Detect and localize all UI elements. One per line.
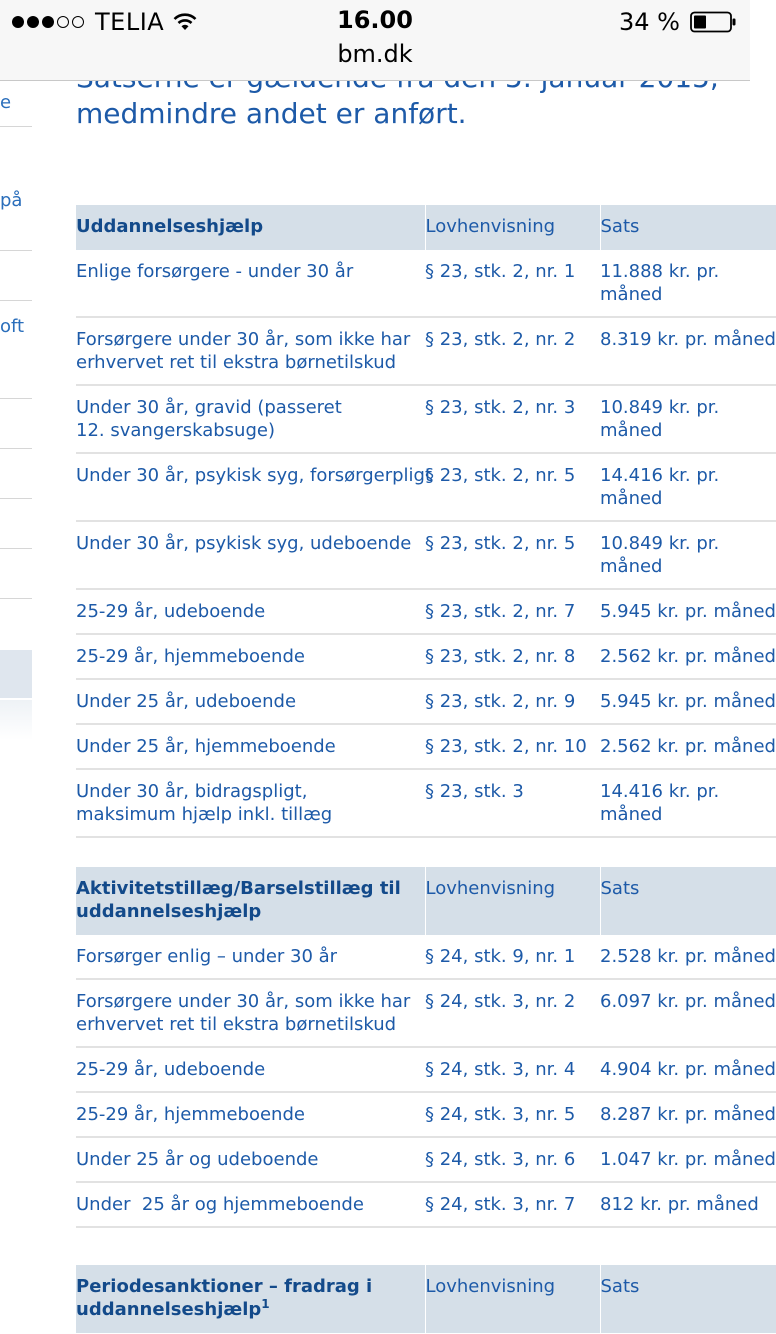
table-header-rate: Sats bbox=[600, 1265, 776, 1333]
row-rate: 8.319 kr. pr. måned bbox=[600, 317, 776, 385]
row-reference: § 23, stk. 2, nr. 2 bbox=[425, 317, 600, 385]
row-description: Under 30 år, bidragspligt, maksimum hjælp inkl. tillæg bbox=[76, 769, 425, 837]
table-row bbox=[76, 453, 776, 521]
divider bbox=[0, 300, 32, 301]
row-rate: 6.097 kr. pr. måned bbox=[600, 979, 776, 1047]
sidebar-item[interactable]: oft bbox=[0, 316, 25, 337]
table-row bbox=[76, 1182, 776, 1227]
intro-line-2: medmindre andet er anført. bbox=[76, 97, 467, 130]
row-description: 25-29 år, udeboende bbox=[76, 589, 425, 634]
table-header-ref: Lovhenvisning bbox=[425, 867, 600, 935]
browser-top-bar bbox=[0, 0, 750, 81]
table-row bbox=[76, 385, 776, 453]
row-description: Enlige forsørgere - under 30 år bbox=[76, 250, 425, 317]
row-rate: 10.849 kr. pr. måned bbox=[600, 385, 776, 453]
row-reference: § 24, stk. 3, nr. 5 bbox=[425, 1092, 600, 1137]
table-row bbox=[76, 317, 776, 385]
rates-table-uddannelseshjaelp bbox=[76, 205, 776, 838]
row-description: Under 25 år, hjemmeboende bbox=[76, 724, 425, 769]
row-rate: 812 kr. pr. måned bbox=[600, 1182, 776, 1227]
row-rate: 2.562 kr. pr. måned bbox=[600, 724, 776, 769]
table-row bbox=[76, 634, 776, 679]
row-reference: § 23, stk. 2, nr. 9 bbox=[425, 679, 600, 724]
row-description: Forsørger enlig – under 30 år bbox=[76, 935, 425, 979]
row-description: Forsørgere under 30 år, som ikke har erhvervet ret til ekstra børnetilskud bbox=[76, 317, 425, 385]
footnote-marker[interactable]: 1 bbox=[261, 1297, 270, 1311]
divider bbox=[0, 548, 32, 549]
row-description: Under 30 år, psykisk syg, forsørgerpligt bbox=[76, 453, 425, 521]
divider bbox=[0, 598, 32, 599]
row-rate: 4.904 kr. pr. måned bbox=[600, 1047, 776, 1092]
table-header-title: Aktivitetstillæg/Barselstillæg til uddannelseshjælp bbox=[76, 867, 425, 935]
table-header-row bbox=[76, 205, 776, 250]
row-description: Under 25 år og udeboende bbox=[76, 1137, 425, 1182]
row-reference: § 23, stk. 2, nr. 3 bbox=[425, 385, 600, 453]
row-reference: § 23, stk. 3 bbox=[425, 769, 600, 837]
url-bar[interactable]: bm.dk bbox=[337, 40, 413, 68]
row-reference: § 24, stk. 9, nr. 1 bbox=[425, 935, 600, 979]
row-reference: § 24, stk. 3, nr. 7 bbox=[425, 1182, 600, 1227]
battery-icon bbox=[690, 11, 736, 33]
row-rate: 8.287 kr. pr. måned bbox=[600, 1092, 776, 1137]
table-row bbox=[76, 1137, 776, 1182]
table-header-row bbox=[76, 1265, 776, 1333]
divider bbox=[0, 126, 32, 127]
table-row bbox=[76, 979, 776, 1047]
row-rate: 2.528 kr. pr. måned bbox=[600, 935, 776, 979]
row-reference: § 23, stk. 2, nr. 8 bbox=[425, 634, 600, 679]
table-row bbox=[76, 1092, 776, 1137]
table-header-ref: Lovhenvisning bbox=[425, 205, 600, 250]
table-header-ref: Lovhenvisning bbox=[425, 1265, 600, 1333]
table-header-title: Periodesanktioner – fradrag i uddannelseshjælp$^1$ bbox=[76, 1265, 425, 1333]
row-rate: 14.416 kr. pr. måned bbox=[600, 453, 776, 521]
row-rate: 10.849 kr. pr. måned bbox=[600, 521, 776, 589]
table-row bbox=[76, 589, 776, 634]
table-row bbox=[76, 521, 776, 589]
divider bbox=[0, 398, 32, 399]
status-right bbox=[619, 8, 736, 36]
sidebar-shadow bbox=[0, 700, 32, 740]
row-reference: § 23, stk. 2, nr. 1 bbox=[425, 250, 600, 317]
row-description: 25-29 år, hjemmeboende bbox=[76, 1092, 425, 1137]
row-description: Under 25 år, udeboende bbox=[76, 679, 425, 724]
table-header-row bbox=[76, 867, 776, 935]
table-header-title: Uddannelseshjælp bbox=[76, 205, 425, 250]
row-description: 25-29 år, udeboende bbox=[76, 1047, 425, 1092]
battery-percentage: 34 % bbox=[619, 8, 680, 36]
row-reference: § 23, stk. 2, nr. 5 bbox=[425, 453, 600, 521]
side-navigation bbox=[0, 80, 32, 780]
row-rate: 5.945 kr. pr. måned bbox=[600, 589, 776, 634]
table-row bbox=[76, 679, 776, 724]
sidebar-item[interactable]: e bbox=[0, 92, 12, 113]
table-row bbox=[76, 250, 776, 317]
row-rate: 14.416 kr. pr. måned bbox=[600, 769, 776, 837]
carrier-name: TELIA bbox=[95, 8, 165, 36]
table-row bbox=[76, 769, 776, 837]
row-rate: 1.047 kr. pr. måned bbox=[600, 1137, 776, 1182]
row-description: Forsørgere under 30 år, som ikke har erhvervet ret til ekstra børnetilskud bbox=[76, 979, 425, 1047]
row-description: 25-29 år, hjemmeboende bbox=[76, 634, 425, 679]
sidebar-active-item[interactable] bbox=[0, 650, 32, 698]
table-row bbox=[76, 724, 776, 769]
table-row bbox=[76, 1047, 776, 1092]
row-reference: § 24, stk. 3, nr. 2 bbox=[425, 979, 600, 1047]
row-reference: § 23, stk. 2, nr. 7 bbox=[425, 589, 600, 634]
clock: 16.00 bbox=[337, 6, 413, 34]
row-reference: § 23, stk. 2, nr. 10 bbox=[425, 724, 600, 769]
row-rate: 11.888 kr. pr. måned bbox=[600, 250, 776, 317]
row-description: Under 30 år, psykisk syg, udeboende bbox=[76, 521, 425, 589]
row-description: Under 25 år og hjemmeboende bbox=[76, 1182, 425, 1227]
divider bbox=[0, 498, 32, 499]
row-rate: 5.945 kr. pr. måned bbox=[600, 679, 776, 724]
row-reference: § 23, stk. 2, nr. 5 bbox=[425, 521, 600, 589]
row-description: Under 30 år, gravid (passeret 12. svangerskabsuge) bbox=[76, 385, 425, 453]
row-reference: § 24, stk. 3, nr. 4 bbox=[425, 1047, 600, 1092]
rates-table-aktivitetstillaeg bbox=[76, 867, 776, 1228]
rates-table-periodesanktioner bbox=[76, 1265, 776, 1333]
row-reference: § 24, stk. 3, nr. 6 bbox=[425, 1137, 600, 1182]
row-rate: 2.562 kr. pr. måned bbox=[600, 634, 776, 679]
divider bbox=[0, 250, 32, 251]
table-row bbox=[76, 935, 776, 979]
sidebar-item[interactable]: på bbox=[0, 190, 23, 211]
divider bbox=[0, 448, 32, 449]
table-header-rate: Sats bbox=[600, 205, 776, 250]
table-header-rate: Sats bbox=[600, 867, 776, 935]
